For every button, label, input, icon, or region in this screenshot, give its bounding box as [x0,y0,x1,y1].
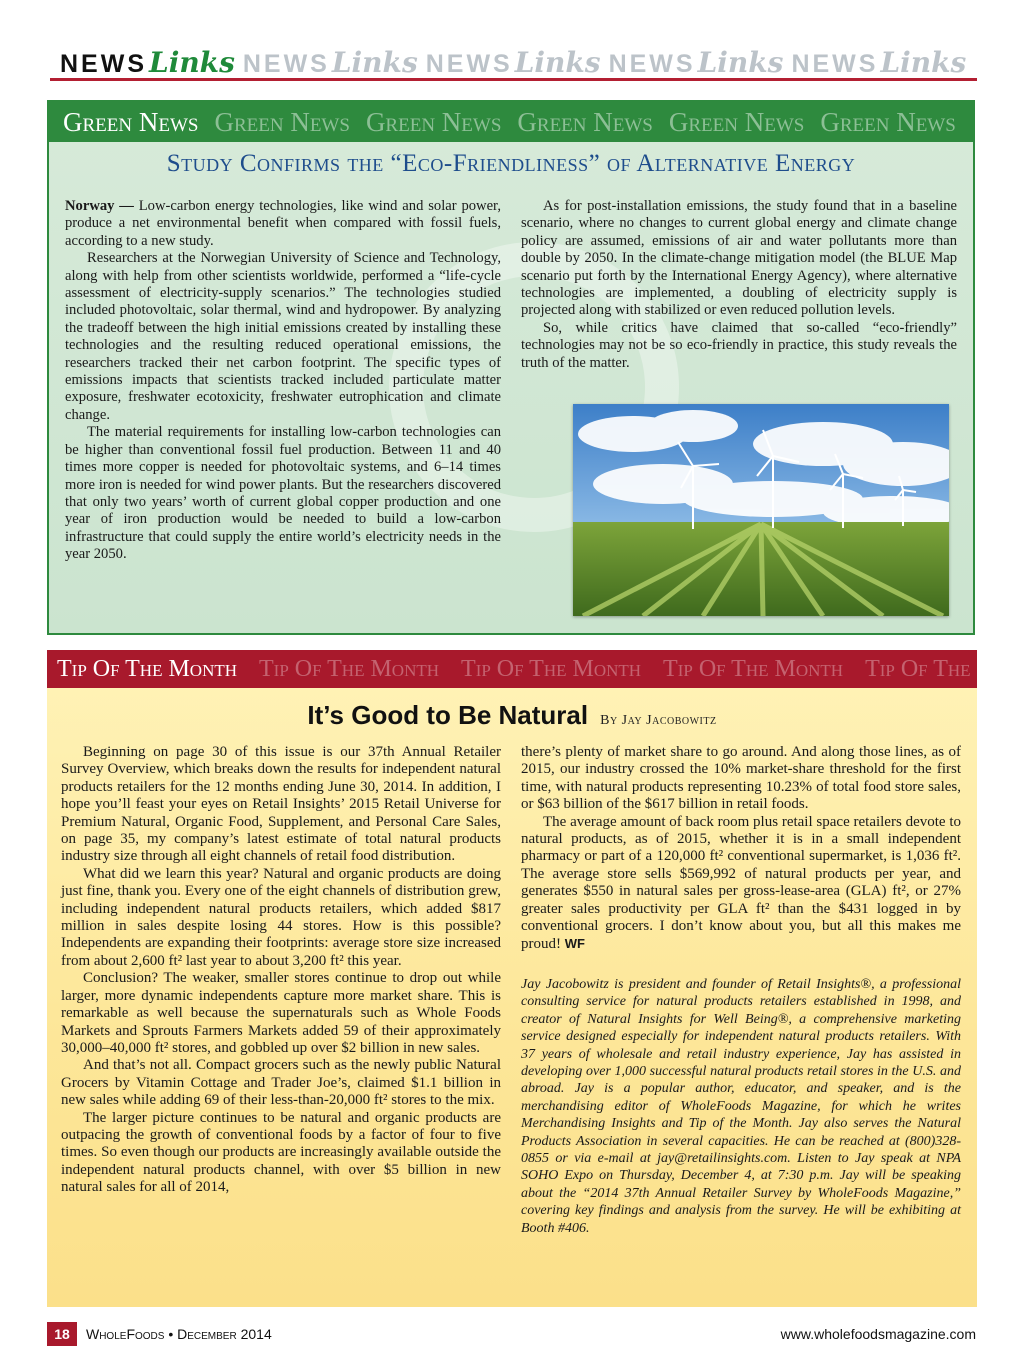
website-link[interactable]: www.wholefoodsmagazine.com [780,1326,976,1342]
green-news-label-repeat: Green News [820,106,956,137]
article-paragraph: there’s plenty of market share to go around. And along those lines, as of 2015, our industry crossed the 10% market-share threshold for the first time, with natural products representing 10.23% of total food store sales, or $63 billion of the $617 billion in retail foods. [521,744,961,813]
article-paragraph: As for post-installation emissions, the study found that in a baseline scenario, where no changes to current global energy and climate change policy are assumed, emissions of air and water pollutants more than double by 2050. In the climate-change mitigation model (the BLUE Map scenario put forth by the International Energy Agency), where alternative technologies are implemented, a doubling of electricity supply is projected along with stabilized or even reduced pollution levels. [521,198,957,319]
article-paragraph: Researchers at the Norwegian University of Science and Technology, along with help from other scientists worldwide, performed a “life-cycle assessment of electricity-supply scenarios.” The technologies studied included photovoltaic, solar thermal, wind and hydropower. By analyzing the tradeoff between the high initial emissions created by installing these technologies and the resulting reduced operational emissions, the researchers tracked their net carbon footprint. The specific types of emissions impacts that scientists tracked included particulate matter exposure, freshwater ecotoxicity, freshwater eutrophication and climate change. [65,250,501,423]
tip-of-the-month-banner [47,650,977,688]
wind-turbine-field-photo [573,404,949,616]
newslinks-label: NEWS Links [60,46,235,78]
tip-of-the-month-label-repeat: Tip Of The Month [461,655,642,682]
tip-byline: By Jay Jacobowitz [600,713,717,728]
article-paragraph: And that’s not all. Compact grocers such as the newly public Natural Grocers by Vitamin Cottage and Trader Joe’s, claimed $1.1 billion in new sales while adding 69 of their less-than-20,000 ft² stores to the mix. [61,1057,501,1109]
article-paragraph: The material requirements for installing low-carbon technologies can be higher than conventional fossil fuel production. Between 11 and 40 times more copper is needed for photovoltaic systems, and 6–14 times more iron is needed for wind power plants. But the researchers discovered that only two years’ worth of current global copper production and one year of iron production would be needed to build a low-carbon infrastructure that could supply the entire world’s electricity needs in the year 2050. [65,424,501,563]
green-news-banner [49,102,973,142]
green-news-label-repeat: Green News [365,106,502,137]
article-paragraph: Conclusion? The weaker, smaller stores continue to drop out while larger, more dynamic independents capture more market share. This is remarkable as well because the supernaturals such as Whole Foods Markets and Sprouts Farmers Markets added 59 of their approximately 30,000–40,000 ft² stores, and gobbled up over $2 billion in new sales. [61,970,501,1056]
article-paragraph: What did we learn this year? Natural and organic products are doing just fine, thank you. Every one of the eight channels of distribution grew, including independent natural products retailers, which added $817 million in sales despite losing 44 stores. How is this possible? Independents are expanding their footprints: average store size increased from about 2,600 ft² last year to about 3,200 ft² this year. [61,865,501,969]
tip-right-column [521,744,961,1237]
green-news-label-repeat: Green News [668,106,805,137]
green-news-label-repeat: Green News [517,106,653,137]
newslinks-label-repeat: NEWS Links [791,46,967,78]
tip-of-the-month-label-repeat: Tip Of The [865,655,971,682]
tip-of-the-month-section [47,650,977,1307]
article-paragraph: Beginning on page 30 of this issue is our 37th Annual Retailer Survey Overview, which breaks down the results for independent natural products retailers for the 12 months ending June 30, 2014. In addition, I hope you’ll feast your eyes on Retail Insights’ 2015 Retail Universe for Premium Natural, Organic Food, Supplement, and Personal Care Sales, on page 35, my company’s latest estimate of total natural products industry size through all eight channels of retail food distribution. [61,744,501,865]
article-paragraph: Norway — Low-carbon energy technologies, like wind and solar power, produce a net environmental benefit when compared with fossil fuels, according to a new study. [65,198,501,249]
author-bio: Jay Jacobowitz is president and founder of Retail Insights®, a professional consulting service for natural products retailers established in 1998, and creator of Natural Insights for Well Being®, a comprehensive marketing service designed especially for independent natural products retailers. With 37 years of wholesale and retail industry experience, Jay has assisted in developing over 1,000 successful natural products retail stores in the U.S. and abroad. Jay is a popular author, educator, and speaker, and is the merchandising editor of WholeFoods Magazine, for which he writes Merchandising Insights and Tip of the Month. Jay also serves the Natural Products Association in several capacities. He can be reached at (800)328-0855 or via e-mail at jay@retailinsights.com. Listen to Jay speak at NPA SOHO Expo on Thursday, December 4, at 7:30 p.m. Jay will be speaking about the “2014 37th Annual Retailer Survey by WholeFoods Magazine,” covering key findings and analysis from the survey. He will be exhibiting at Booth #406. [521,976,961,1236]
tip-of-the-month-label-repeat: Tip Of The Month [259,655,440,682]
green-news-label: Green News [63,106,199,137]
green-news-left-column [65,198,501,564]
newslinks-label-repeat: NEWS Links [242,46,418,78]
article-paragraph: The average amount of back room plus retail space retailers devote to natural products, as of 2015, whether it is in a small independent pharmacy or part of a 120,000 ft² conventional supermarket, is 1,036 ft². The average store sells $569,992 of natural products per year, and generates $550 in natural sales per gross-lease-area (GLA) ft², or 27% greater sales productivity per GLA ft² than the $431 logged in by conventional grocers. I don’t know about you, but all this makes me proud! WF [521,813,961,953]
green-news-label-repeat: Green News [214,106,350,137]
dateline: Norway — [65,198,134,214]
tip-of-the-month-label-repeat: Tip Of The Month [663,655,844,682]
page-number: 18 [47,1322,77,1346]
newslinks-label-repeat: NEWS Links [608,46,784,78]
tip-article-title: It’s Good to Be Natural [307,700,589,730]
newslinks-label-repeat: NEWS Links [425,46,601,78]
article-paragraph: The larger picture continues to be natural and organic products are outpacing the growth of conventional foods by a factor of four to five times. So even though our products are increasingly available outside the independent natural products channel, with over $5 billion in new natural sales for all of 2014, [61,1109,501,1196]
green-news-headline: Study Confirms the “Eco-Friendliness” of Alternative Energy [166,150,856,177]
tip-of-the-month-label: Tip Of The Month [57,655,238,682]
green-news-section [47,100,975,635]
tip-left-column [61,744,501,1197]
green-news-right-column [521,198,957,372]
header-divider [50,78,977,81]
newslinks-header [60,44,980,78]
article-paragraph: So, while critics have claimed that so-called “eco-friendly” technologies may not be so eco-friendly in practice, this study reveals the truth of the matter. [521,319,957,371]
tip-article-heading [47,700,977,731]
wf-signoff: WF [564,936,585,952]
publication-info: WholeFoods • December 2014 [86,1326,272,1342]
